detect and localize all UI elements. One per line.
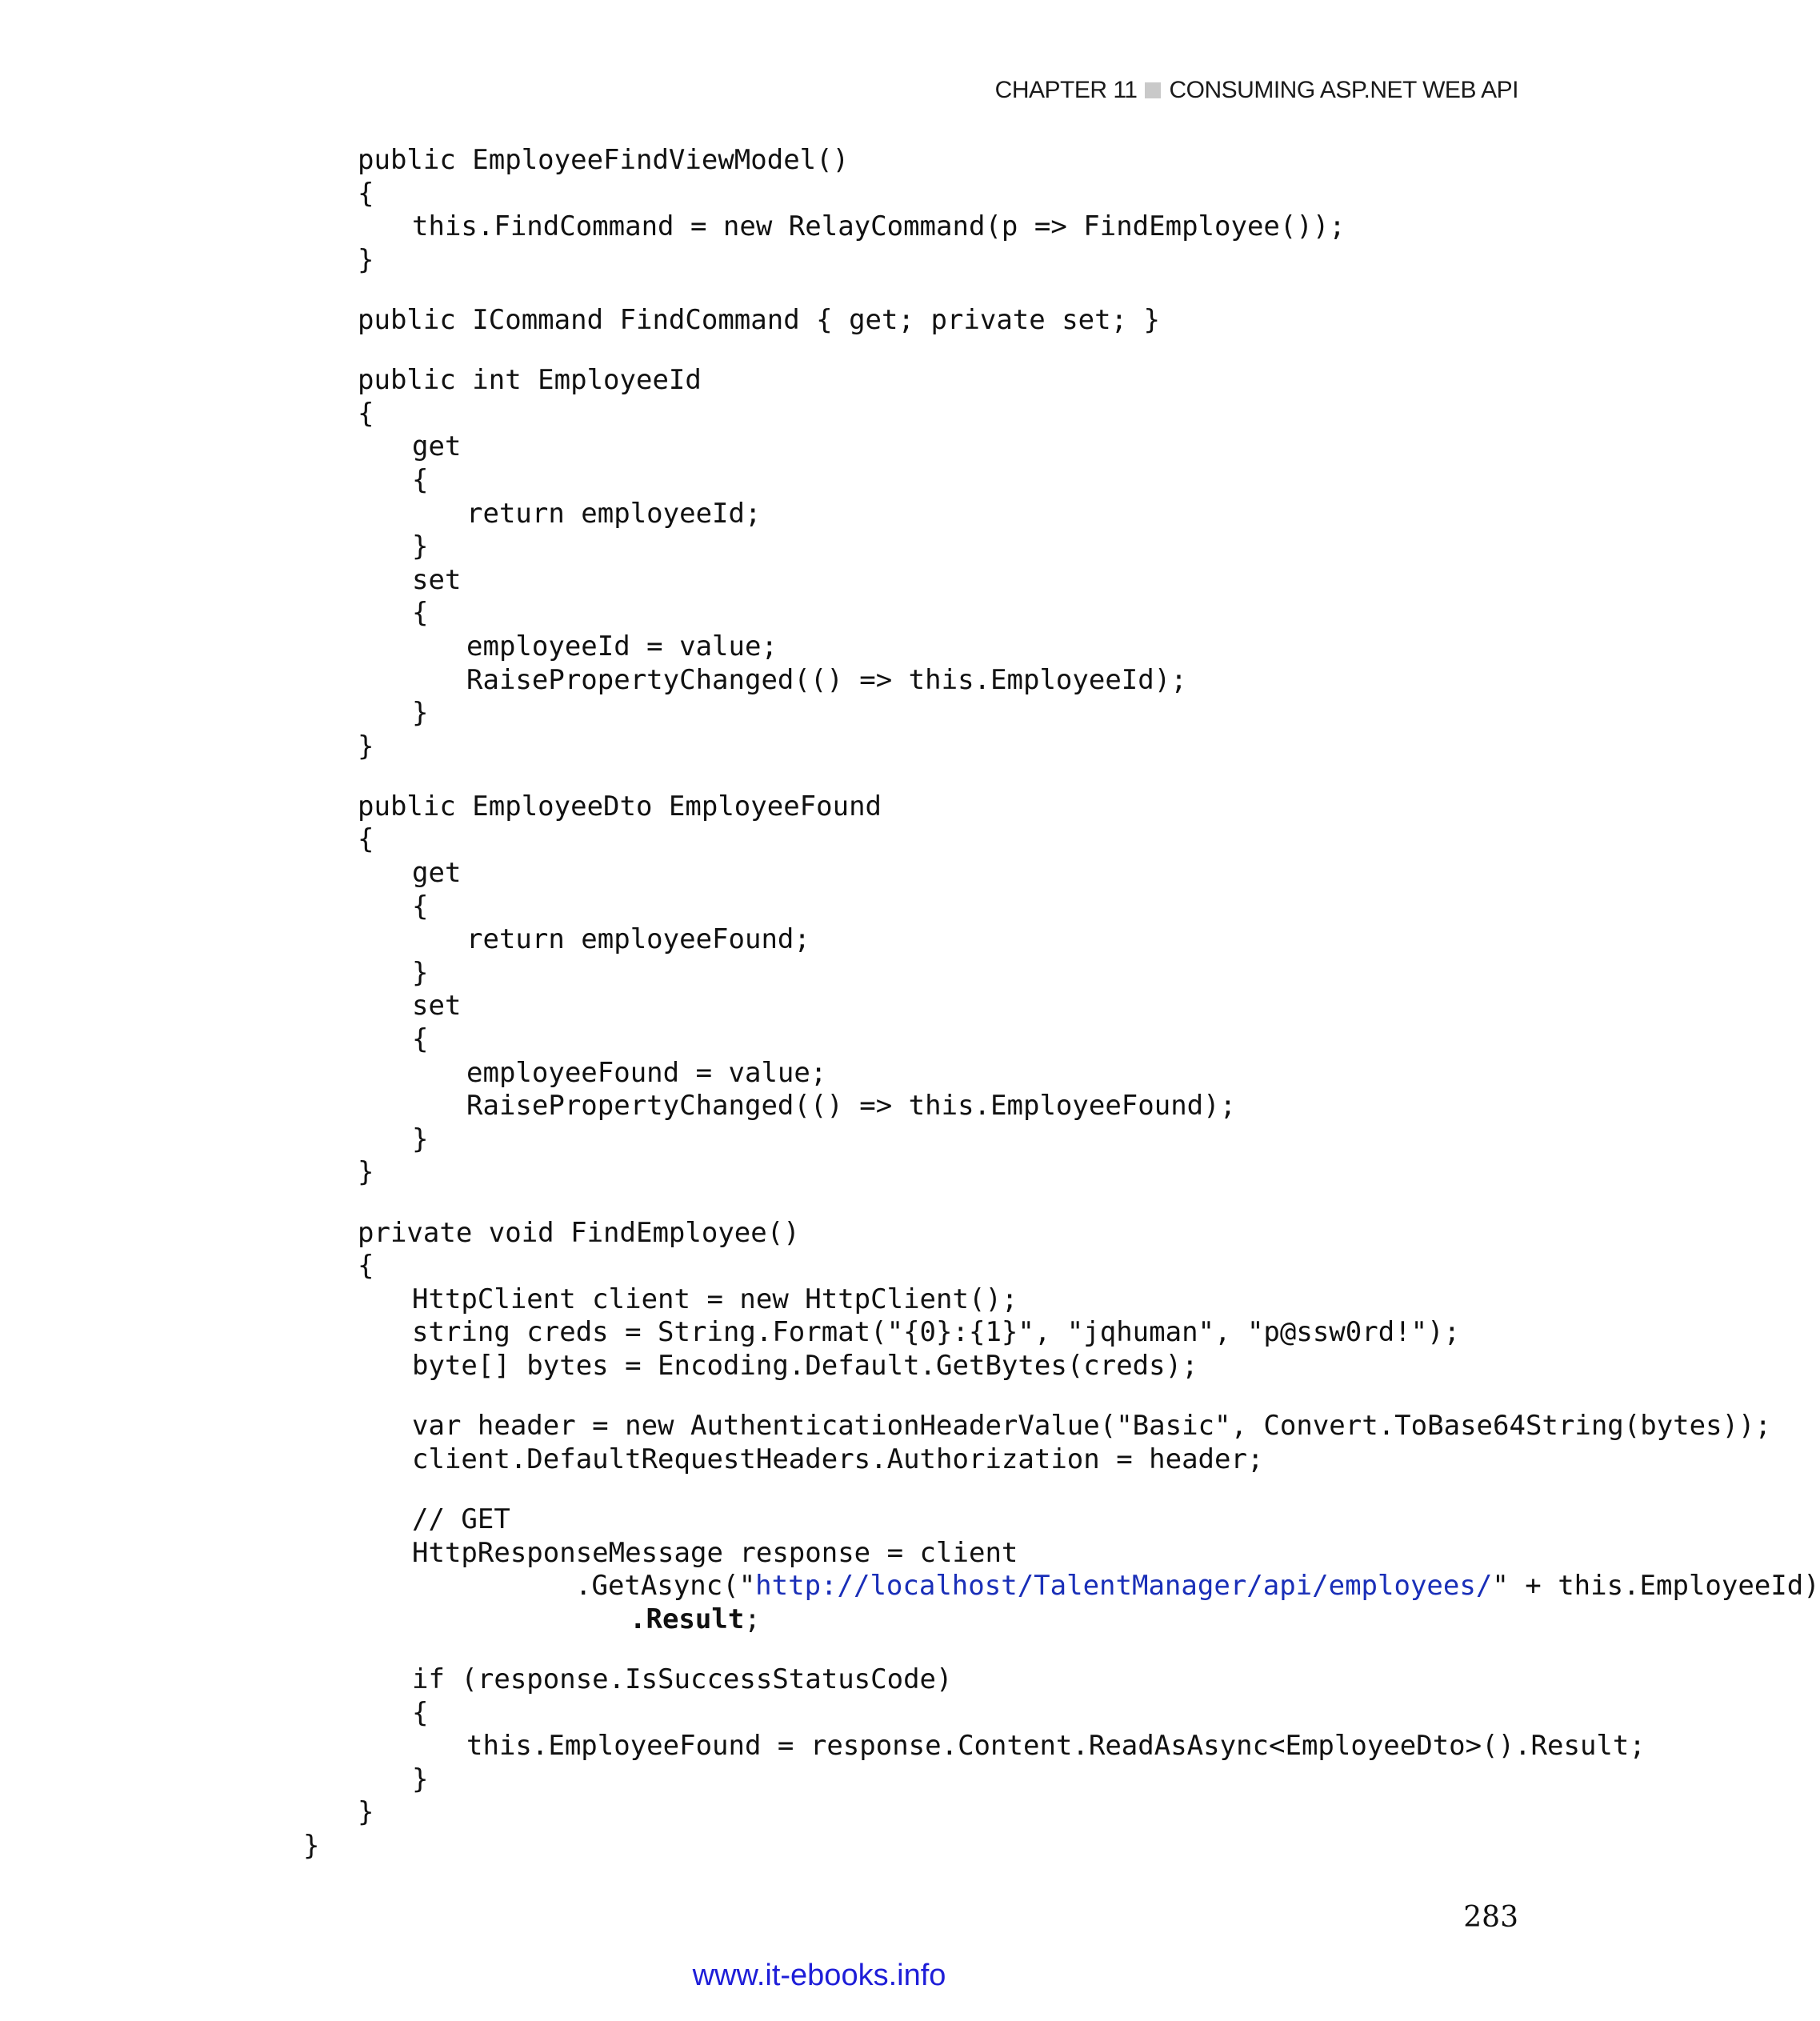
code-blank-line	[0, 277, 1820, 304]
code-line: }	[412, 530, 429, 563]
code-line: RaisePropertyChanged(() => this.EmployeeId);	[466, 663, 1187, 696]
code-line: }	[412, 1123, 429, 1155]
code-blank-line	[0, 338, 1820, 365]
code-line: {	[358, 177, 374, 210]
code-segment: ;	[744, 1603, 761, 1635]
code-line: HttpClient client = new HttpClient();	[412, 1283, 1018, 1315]
code-line: this.EmployeeFound = response.Content.ReadAsAsync<EmployeeDto>().Result;	[466, 1730, 1646, 1763]
code-line: return employeeFound;	[466, 923, 810, 956]
code-line: {	[358, 823, 374, 856]
code-line: public EmployeeDto EmployeeFound	[358, 790, 882, 822]
code-line: return employeeId;	[466, 497, 762, 530]
code-line: {	[412, 890, 429, 922]
code-line: }	[412, 956, 429, 989]
code-blank-line	[0, 1190, 1820, 1217]
code-line: set	[412, 990, 462, 1023]
code-url: http://localhost/TalentManager/api/employees/	[755, 1570, 1493, 1603]
code-line: public ICommand FindCommand { get; private set; }	[358, 303, 1161, 336]
code-line: }	[358, 1156, 374, 1189]
code-line: client.DefaultRequestHeaders.Authorization = header;	[412, 1443, 1264, 1475]
code-line: private void FindEmployee()	[358, 1216, 800, 1249]
code-line: RaisePropertyChanged(() => this.EmployeeFound);	[466, 1090, 1237, 1123]
code-line: {	[358, 1250, 374, 1283]
code-line: if (response.IsSuccessStatusCode)	[412, 1663, 953, 1695]
code-line	[0, 1603, 1820, 1637]
code-line: }	[358, 730, 374, 762]
code-line	[0, 1570, 1820, 1603]
code-segment: .Result	[630, 1603, 745, 1635]
code-line: get	[412, 430, 462, 463]
code-line: {	[412, 1696, 429, 1729]
code-segment: .GetAsync("	[575, 1570, 756, 1603]
code-line: string creds = String.Format("{0}:{1}", "jqhuman", "p@ssw0rd!");	[412, 1316, 1461, 1349]
code-line: {	[358, 397, 374, 430]
chapter-title: CONSUMING ASP.NET WEB API	[1169, 77, 1518, 103]
code-line: }	[412, 1763, 429, 1795]
code-line: {	[412, 597, 429, 630]
code-blank-line	[0, 1476, 1820, 1503]
code-line: }	[358, 243, 374, 276]
code-blank-line	[0, 763, 1820, 790]
code-line: employeeId = value;	[466, 630, 778, 662]
code-line: // GET	[412, 1503, 510, 1535]
header-separator-icon	[1145, 82, 1161, 98]
footer-website-link[interactable]: www.it-ebooks.info	[692, 1959, 946, 1992]
code-line: {	[412, 1023, 429, 1056]
page-number: 283	[1463, 1901, 1518, 1934]
code-line: HttpResponseMessage response = client	[412, 1536, 1018, 1569]
code-blank-line	[0, 1636, 1820, 1663]
code-line: public EmployeeFindViewModel()	[358, 144, 850, 176]
chapter-label: CHAPTER 11	[994, 77, 1138, 103]
code-line: employeeFound = value;	[466, 1056, 827, 1089]
code-line: public int EmployeeId	[358, 364, 702, 397]
code-line: }	[303, 1829, 320, 1862]
code-listing	[0, 144, 1820, 1863]
code-line: var header = new AuthenticationHeaderValue("Basic", Convert.ToBase64String(bytes));	[412, 1410, 1771, 1443]
code-line: this.FindCommand = new RelayCommand(p => FindEmployee());	[412, 210, 1346, 243]
code-line: }	[412, 697, 429, 730]
running-header	[995, 77, 1518, 104]
code-line: set	[412, 563, 462, 596]
code-line: byte[] bytes = Encoding.Default.GetBytes(creds);	[412, 1349, 1198, 1382]
code-blank-line	[0, 1383, 1820, 1411]
code-line: get	[412, 857, 462, 890]
code-line: }	[358, 1796, 374, 1829]
code-line: {	[412, 463, 429, 496]
code-segment: " + this.EmployeeId)	[1492, 1570, 1820, 1603]
